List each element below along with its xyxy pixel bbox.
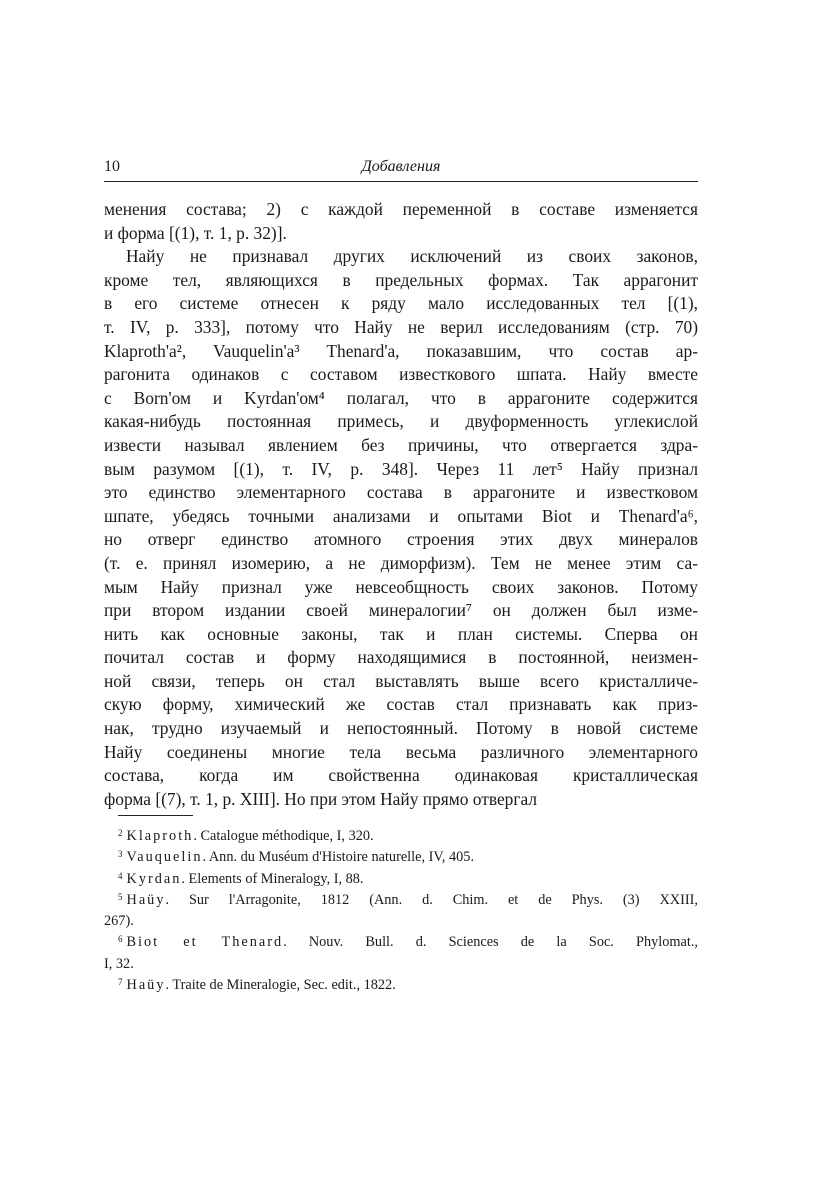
footnote-separator [118,815,193,816]
text-line: мым Найу признал уже невсеобщность своих законов. Потому [104,576,698,597]
footnote [104,975,698,996]
text-line: но отверг единство атомного строения этих двух минералов [104,529,698,550]
text-line: ной связи, теперь он стал выставлять выше всего кристалличе- [104,670,698,691]
footnote-author: Biot et Thenard [126,934,284,951]
footnote-author: Kyrdan [126,870,182,887]
text-line: вым разумом [(1), т. IV, р. 348]. Через 11 лет⁵ Найу признал [104,458,698,479]
header-rule [104,181,698,182]
footnote [104,932,698,953]
footnotes [104,826,698,996]
footnote-number: 3 [118,849,123,860]
footnote [104,869,698,890]
footnote-author: Klaproth [126,828,194,844]
text-line: Найу соединены многие тела весьма различного элементарного [104,741,698,762]
text-line: при втором издании своей минералогии⁷ он должен был изме- [104,600,698,621]
footnote-text: . Sur l'Arragonite, 1812 (Ann. d. Chim. et de Phys. (3) XXIII, [165,891,698,908]
footnote-text: . Nouv. Bull. d. Sciences de la Soc. Phylomat., [283,934,698,951]
text-line: форма [(7), т. 1, р. XIII]. Но при этом Найу прямо отвергал [104,788,538,809]
footnote-number: 2 [118,828,123,838]
running-title: Добавления [361,158,441,175]
footnote-continuation: 267). [104,913,134,930]
text-line: в его системе отнесен к ряду мало исследованных тел [(1), [104,293,698,314]
footnote-number: 6 [118,934,123,945]
footnote [104,890,698,911]
text-line: извести называл явлением без причины, что отвергается здра- [104,434,698,455]
text-line: какая-нибудь постоянная примесь, и двуформенность углекислой [104,411,698,432]
text-line: с Born'ом и Kyrdan'ом⁴ полагал, что в аррагоните содержится [104,387,698,408]
footnote-text: . Catalogue méthodique, I, 320. [193,828,374,844]
text-line: скую форму, химический же состав стал признавать как приз- [104,694,698,715]
page-number: 10 [104,158,120,175]
text-line: нить как основные законы, так и план системы. Сперва он [104,623,698,644]
text-line: и форма [(1), т. 1, р. 32)]. [104,222,287,243]
text-line: это единство элементарного состава в аррагоните и известковом [104,482,698,503]
footnote-author: Haüy [126,977,166,994]
footnote-number: 5 [118,891,123,902]
footnote-author: Haüy [126,891,166,908]
footnote [104,826,698,847]
text-line: рагонита одинаков с составом известкового шпата. Найу вместе [104,364,698,385]
footnote-text: . Ann. du Muséum d'Histoire naturelle, IV, 405. [202,849,475,866]
footnote [104,847,698,868]
text-line: менения состава; 2) с каждой переменной в составе изменяется [104,199,698,219]
text-line: состава, когда им свойственна одинаковая кристаллическая [104,765,698,786]
page-header [104,158,698,180]
text-line: Найу не признавал других исключений из своих законов, [126,246,698,267]
text-line: кроме тел, являющихся в предельных формах. Так аррагонит [104,269,698,290]
text-line: шпате, убедясь точными анализами и опытами Biot и Thenard'a⁶, [104,505,698,526]
footnote-author: Vauquelin [126,849,203,866]
text-line: почитал состав и форму находящимися в постоянной, неизмен- [104,647,698,668]
footnote-number: 7 [118,977,123,988]
text-line: (т. е. принял изомерию, а не диморфизм). Тем не менее этим са- [104,552,698,573]
text-line: т. IV, р. 333], потому что Найу не верил исследованиям (стр. 70) [104,316,698,337]
footnote-continuation: I, 32. [104,955,134,972]
footnote-text: . Elements of Mineralogy, I, 88. [181,870,364,887]
body-text [104,198,698,811]
text-line: Klaproth'a², Vauquelin'a³ Thenard'a, показавшим, что состав ар- [104,340,698,361]
footnote-number: 4 [118,870,123,881]
footnote-text: . Traite de Mineralogie, Sec. edit., 1822. [165,977,396,994]
text-line: нак, трудно изучаемый и непостоянный. Потому в новой системе [104,718,698,739]
